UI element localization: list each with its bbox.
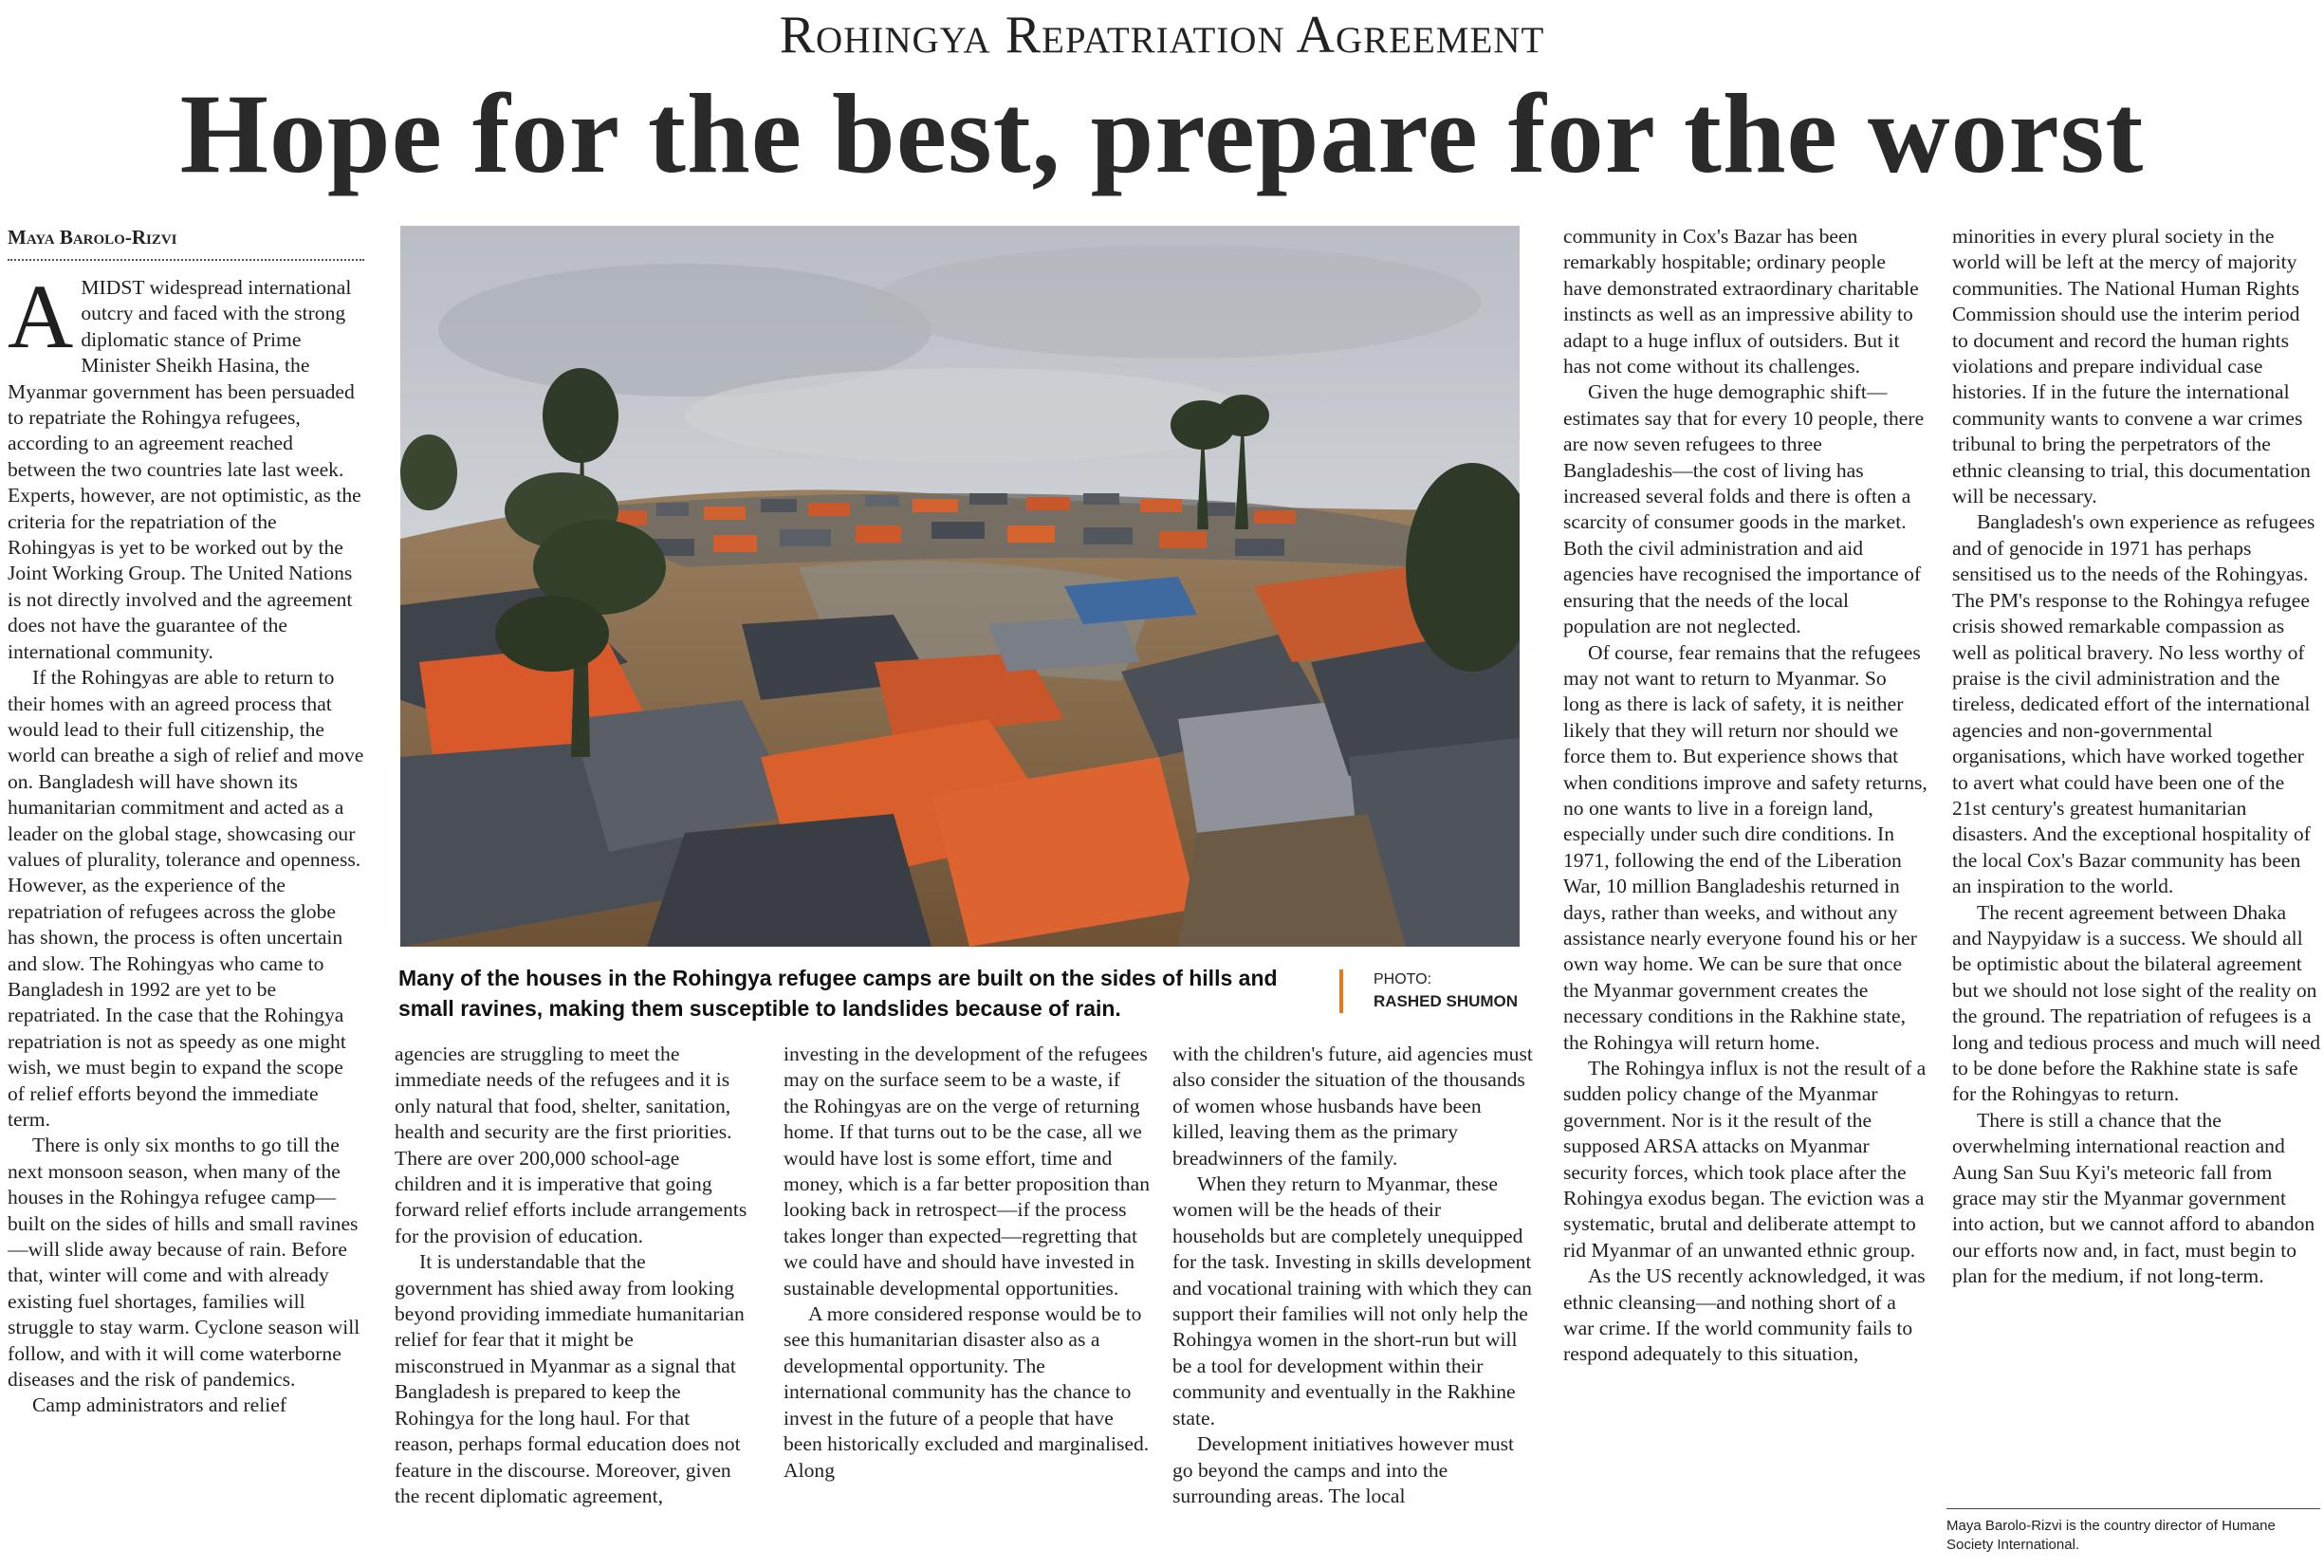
photo-credit	[1339, 969, 1554, 1013]
photo-caption: Many of the houses in the Rohingya refugee camps are built on the sides of hills and small ravines, making them susceptible to landslides because of rain.	[398, 966, 1278, 1021]
paragraph: The Rohingya influx is not the result of a sudden policy change of the Myanmar government. Nor is it the result of the supposed ARSA attacks on Myanmar security forces, which took place after the Rohingya exodus began. The eviction was a systematic, brutal and deliberate attempt to rid Myanmar of an unwanted ethnic group.	[1563, 1057, 1927, 1262]
author-footnote: Maya Barolo-Rizvi is the country director of Humane Society International.	[1946, 1508, 2320, 1555]
article-column-1	[8, 275, 364, 1565]
paragraph: with the children's future, aid agencies must also consider the situation of the thousands of women whose husbands have been killed, leaving them as the primary breadwinners of the family.	[1172, 1042, 1533, 1170]
paragraph: A more considered response would be to see this humanitarian disaster also as a developmental opportunity. The international community has the chance to invest in the future of a people that have been historically excluded and marginalised. Along	[784, 1302, 1150, 1482]
article-column-3	[784, 1042, 1150, 1565]
paragraph: When they return to Myanmar, these women will be the heads of their households but are completely unequipped for the task. Investing in skills development and vocational training with which they can support their families will not only help the Rohingya women in the short-run but will be a tool for development within their community and eventually in the Rakhine state.	[1172, 1172, 1532, 1430]
paragraph: As the US recently acknowledged, it was ethnic cleansing—and nothing short of a war crime. If the world community fails to respond adequately to this situation,	[1563, 1264, 1926, 1366]
article-column-4	[1172, 1042, 1533, 1565]
paragraph: There is still a chance that the overwhelming international reaction and Aung San Suu Kyi's meteoric fall from grace may stir the Myanmar government into action, but we cannot afford to abandon our efforts now and, in fact, must begin to plan for the medium, if not long-term.	[1952, 1108, 2315, 1288]
paragraph: Bangladesh's own experience as refugees and of genocide in 1971 has perhaps sensitised us to the needs of the Rohingyas. The PM's response to the Rohingya refugee crisis showed remarkable compassion as well as political bravery. No less worthy of praise is the civil administration and the tireless, dedicated effort of the international agencies and non-governmental organisations, which have worked together to avert what could have been one of the 21st century's greatest humanitarian disasters. And the exceptional hospitality of the local Cox's Bazar community has been an inspiration to the world.	[1952, 510, 2315, 898]
paragraph: The recent agreement between Dhaka and Naypyidaw is a success. We should all be optimistic about the bilateral agreement but we should not lose sight of the reality on the ground. The repatriation of refugees is a long and tedious process and much will need to be done before the Rakhine state is safe for the Rohingyas to return.	[1952, 900, 2320, 1106]
paragraph: There is only six months to go till the next monsoon season, when many of the houses in the Rohingya refugee camp—built on the sides of hills and small ravines—will slide away because of rain. Before that, winter will come and with already existing fuel shortages, families will struggle to stay warm. Cyclone season will follow, and with it will come waterborne diseases and the risk of pandemics.	[8, 1134, 360, 1392]
article-column-6	[1952, 224, 2320, 1504]
paragraph: Camp administrators and relief	[32, 1393, 287, 1417]
section-kicker: Rohingya Repatriation Agreement	[779, 6, 1545, 65]
paragraph: If the Rohingyas are able to return to their homes with an agreed process that would lead to their full citizenship, the world can breathe a sigh of relief and move on. Bangladesh will have shown its humanitarian commitment and acted as a leader on the global stage, showcasing our values of plurality, tolerance and openness. However, as the experience of the repatriation of refugees across the globe has shown, the process is often uncertain and slow. The Rohingyas who came to Bangladesh in 1992 are yet to be repatriated. In the case that the Rohingya repatriation is not as speedy as one might wish, we must begin to expand the scope of relief efforts beyond the immediate term.	[8, 666, 364, 1131]
camp-photo-illustration	[400, 226, 1520, 947]
paragraph: Given the huge demographic shift—estimates say that for every 10 people, there are now seven refugees to three Bangladeshis—the cost of living has increased several folds and there is often a scarcity of consumer goods in the market. Both the civil administration and aid agencies have recognised the importance of ensuring that the needs of the local population are not neglected.	[1563, 380, 1925, 638]
paragraph: investing in the development of the refugees may on the surface seem to be a waste, if the Rohingyas are on the verge of returning home. If that turns out to be the case, all we would have lost is some effort, time and money, which is a far better proposition than looking back in retrospect—if the process takes longer than expected—regretting that we could have and should have invested in sustainable developmental opportunities.	[784, 1042, 1150, 1300]
paragraph: agencies are struggling to meet the immediate needs of the refugees and it is only natural that food, shelter, sanitation, health and security are the first priorities. There are over 200,000 school-age children and it is imperative that going forward relief efforts include arrangements for the provision of education.	[395, 1042, 747, 1247]
paragraph: minorities in every plural society in the world will be left at the mercy of majority communities. The National Human Rights Commission should use the interim period to document and record the human rights violations and prepare individual case histories. If in the future the international community wants to convene a war crimes tribunal to bring the perpetrators of the ethnic cleansing to trial, this documentation will be necessary.	[1952, 225, 2311, 508]
paragraph: It is understandable that the government has shied away from looking beyond providing immediate humanitarian relief for fear that it might be misconstrued in Myanmar as a signal that Bangladesh is prepared to keep the Rohingya for the long haul. For that reason, perhaps formal education does not feature in the discourse. Moreover, given the recent diplomatic agreement,	[395, 1250, 745, 1507]
photo-credit-label: PHOTO:	[1374, 971, 1432, 987]
paragraph: Development initiatives however must go beyond the camps and into the surrounding areas. The local	[1172, 1432, 1515, 1507]
lead-paragraph	[8, 275, 364, 665]
article-column-2	[395, 1042, 747, 1565]
page-headline: Hope for the best, prepare for the worst	[179, 70, 2145, 196]
paragraph: community in Cox's Bazar has been remarkably hospitable; ordinary people have demonstrated extraordinary charitable instincts as well as an impressive ability to adapt to a huge influx of outsiders. But it has not come without its challenges.	[1563, 225, 1919, 378]
refugee-camp-photo	[400, 226, 1520, 947]
photographer-name: RASHED SHUMON	[1374, 992, 1519, 1010]
drop-cap: A	[8, 275, 74, 367]
lead-text: MIDST widespread international outcry and faced with the strong diplomatic stance of Prime Minister Sheikh Hasina, the Myanmar government has been persuaded to repatriate the Rohingya refugees, according to an agreement reached between the two countries late last week. Experts, however, are not optimistic, as the criteria for the repatriation of the Rohingyas is yet to be worked out by the Joint Working Group. The United Nations is not directly involved and the agreement does not have the guarantee of the international community.	[8, 276, 361, 663]
paragraph: Of course, fear remains that the refugees may not want to return to Myanmar. So long as there is lack of safety, it is neither likely that they will return nor should we force them to. But experience shows that when conditions improve and safety returns, no one wants to live in a foreign land, especially under such dire conditions. In 1971, following the end of the Liberation War, 10 million Bangladeshis returned in days, rather than weeks, and without any assistance nearly everyone found his or her own way home. We can be sure that once the Myanmar government creates the necessary conditions in the Rakhine state, the Rohingya will return home.	[1563, 640, 1927, 1054]
article-column-5	[1563, 224, 1927, 1565]
author-byline: Maya Barolo-Rizvi	[8, 226, 364, 261]
